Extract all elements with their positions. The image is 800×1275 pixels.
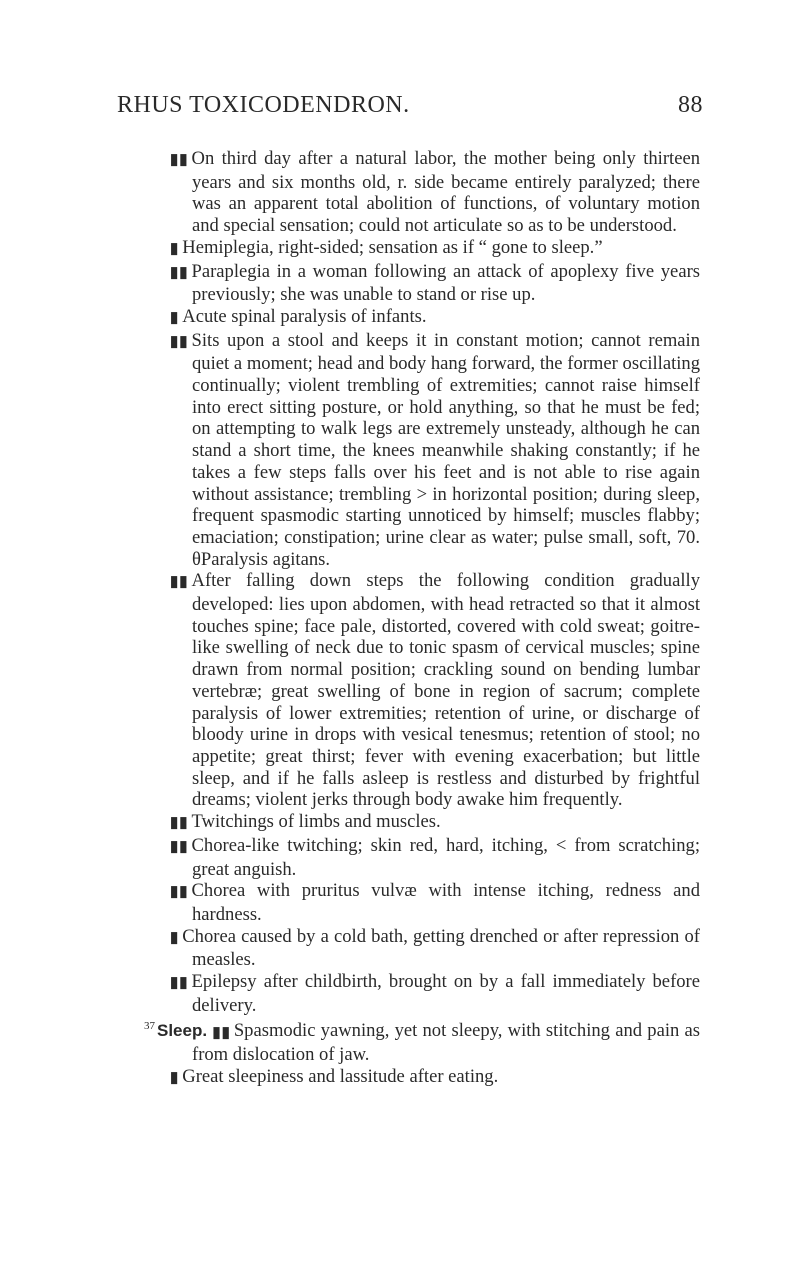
entry-text: Chorea with pruritus vulvæ with intense itching, redness and hardness.: [191, 880, 700, 925]
entry-text: After falling down steps the following condition gradually developed: lies upon abdomen, with head retracted so that it almost touches spine; face pale, distorted, covered with cold sweat; goitre-like swelling of neck due to tonic spasm of cervical muscles; spine drawn from normal position; crackling sound on bending lumbar vertebræ; great swelling of bone in region of sacrum; complete paralysis of lower extremities; retention of urine, or discharge of bloody urine in drops with vesical tenesmus; retention of stool; no appetite; great thirst; fever with evening exacerbation; but little sleep, and if he falls asleep is restless and disturbed by frightful dreams; violent jerks through body awake him frequently.: [191, 570, 700, 811]
symptom-entry: [170, 330, 700, 571]
grade-marker: ▮▮: [170, 264, 189, 281]
section-heading: Sleep.: [157, 1021, 208, 1041]
grade-marker: ▮▮: [170, 574, 189, 591]
symptom-entry: [170, 261, 700, 306]
symptom-entry: [170, 880, 700, 925]
grade-marker: ▮: [170, 1070, 180, 1087]
grade-marker: ▮: [170, 240, 180, 257]
page-number: 88: [678, 92, 703, 118]
entry-text: Sits upon a stool and keeps it in constant motion; cannot remain quiet a moment; head and body hang forward, the former oscillating continually; violent trembling of extremities; cannot raise himself into erect sitting posture, or hold anything, so that he must be fed; on attempting to walk legs are extremely unsteady, although he can stand a short time, the knees meanwhile shaking constantly; if he takes a few steps falls over his feet and is not able to rise again without assistance; trembling > in horizontal position; during sleep, frequent spasmodic starting unnoticed by himself; muscles flabby; emaciation; constipation; urine clear as water; pulse small, soft, 70. θParalysis agitans.: [191, 329, 700, 570]
entry-text: Chorea caused by a cold bath, getting drenched or after repression of measles.: [182, 925, 700, 971]
symptom-entry: [170, 926, 700, 971]
grade-marker: ▮▮: [170, 815, 189, 832]
entry-text: Great sleepiness and lassitude after eating.: [182, 1066, 499, 1088]
entry-text: On third day after a natural labor, the mother being only thirteen years and six months old, r. side became entirely paralyzed; there was an apparent total abolition of functions, of voluntary motion and special sensation; could not articulate so as to be understood.: [191, 148, 700, 237]
grade-marker: ▮▮: [170, 152, 189, 168]
grade-marker: ▮: [170, 929, 180, 946]
grade-marker: ▮▮: [170, 975, 189, 992]
symptom-entry: [170, 971, 700, 1016]
entry-text: Chorea-like twitching; skin red, hard, itching, < from scratching; great anguish.: [191, 834, 700, 880]
page-title: RHUS TOXICODENDRON.: [117, 92, 410, 118]
entry-text: Epilepsy after childbirth, brought on by a fall immediately before delivery.: [191, 971, 700, 1016]
symptom-entry: [170, 811, 700, 835]
grade-marker: ▮▮: [170, 333, 189, 350]
symptom-entry: [170, 1066, 700, 1090]
entry-text: Hemiplegia, right-sided; sensation as if “ gone to sleep.”: [182, 236, 603, 258]
symptom-entry: [170, 148, 700, 237]
symptom-entry: [170, 835, 700, 880]
section-number: 37: [144, 1020, 155, 1033]
symptom-entry: [170, 306, 700, 330]
symptom-entry: [170, 570, 700, 811]
section-entry: [144, 1016, 700, 1066]
running-header: [117, 92, 703, 122]
symptom-entry: [170, 237, 700, 261]
grade-marker: ▮▮: [170, 838, 189, 855]
entry-text: Acute spinal paralysis of infants.: [182, 305, 427, 327]
grade-marker: ▮▮: [212, 1024, 231, 1041]
grade-marker: ▮▮: [170, 884, 189, 901]
entry-text: Twitchings of limbs and muscles.: [191, 811, 441, 833]
grade-marker: ▮: [170, 309, 180, 326]
entry-text: Paraplegia in a woman following an attack of apoplexy five years previously; she was unable to stand or rise up.: [191, 260, 700, 306]
body-text: [144, 148, 700, 1090]
entry-text: Spasmodic yawning, yet not sleepy, with stitching and pain as from dislocation of jaw.: [192, 1020, 700, 1066]
